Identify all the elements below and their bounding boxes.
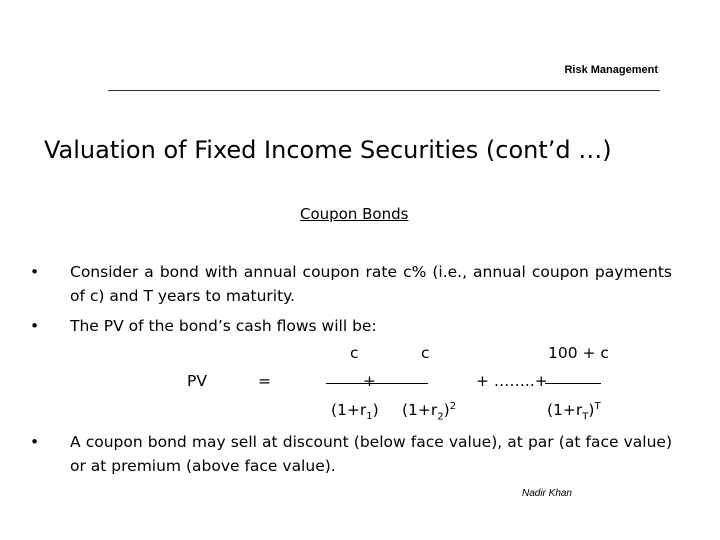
formula-numerator-1: c xyxy=(350,344,359,362)
formula-ellipsis: + ……..+ xyxy=(476,372,548,390)
bullet-marker: • xyxy=(30,433,40,451)
formula-denominator-3: $(1+r_T)^T$ xyxy=(547,401,601,423)
formula-lhs: PV xyxy=(187,372,207,390)
bullet-text: Consider a bond with annual coupon rate c% (i.e., annual coupon payments of c) and T years to maturity. xyxy=(70,263,672,305)
formula-denominator-1: $(1+r_1)$ xyxy=(331,401,379,423)
bullet-marker: • xyxy=(30,263,40,281)
bullet-item xyxy=(30,314,672,338)
bullet-text: A coupon bond may sell at discount (below face value), at par (at face value) or at premium (above face value). xyxy=(70,433,672,475)
slide-subtitle: Coupon Bonds xyxy=(300,205,409,223)
slide-title: Valuation of Fixed Income Securities (cont’d …) xyxy=(44,136,612,164)
bullet-marker: • xyxy=(30,317,40,335)
formula-denominator-2: $(1+r_2)^2$ xyxy=(402,401,457,423)
formula-numerator-3: 100 + c xyxy=(548,344,609,362)
fraction-bar-2 xyxy=(376,383,428,384)
author-signature: Nadir Khan xyxy=(521,488,572,499)
bullet-item xyxy=(30,260,672,308)
formula-plus: + xyxy=(363,372,376,390)
header-divider xyxy=(108,90,660,91)
formula-numerator-2: c xyxy=(421,344,430,362)
bullet-item xyxy=(30,430,672,478)
fraction-bar-3 xyxy=(545,383,601,384)
formula-equals: = xyxy=(258,372,271,390)
bullet-text: The PV of the bond’s cash flows will be: xyxy=(70,317,377,335)
header-label: Risk Management xyxy=(564,64,658,76)
